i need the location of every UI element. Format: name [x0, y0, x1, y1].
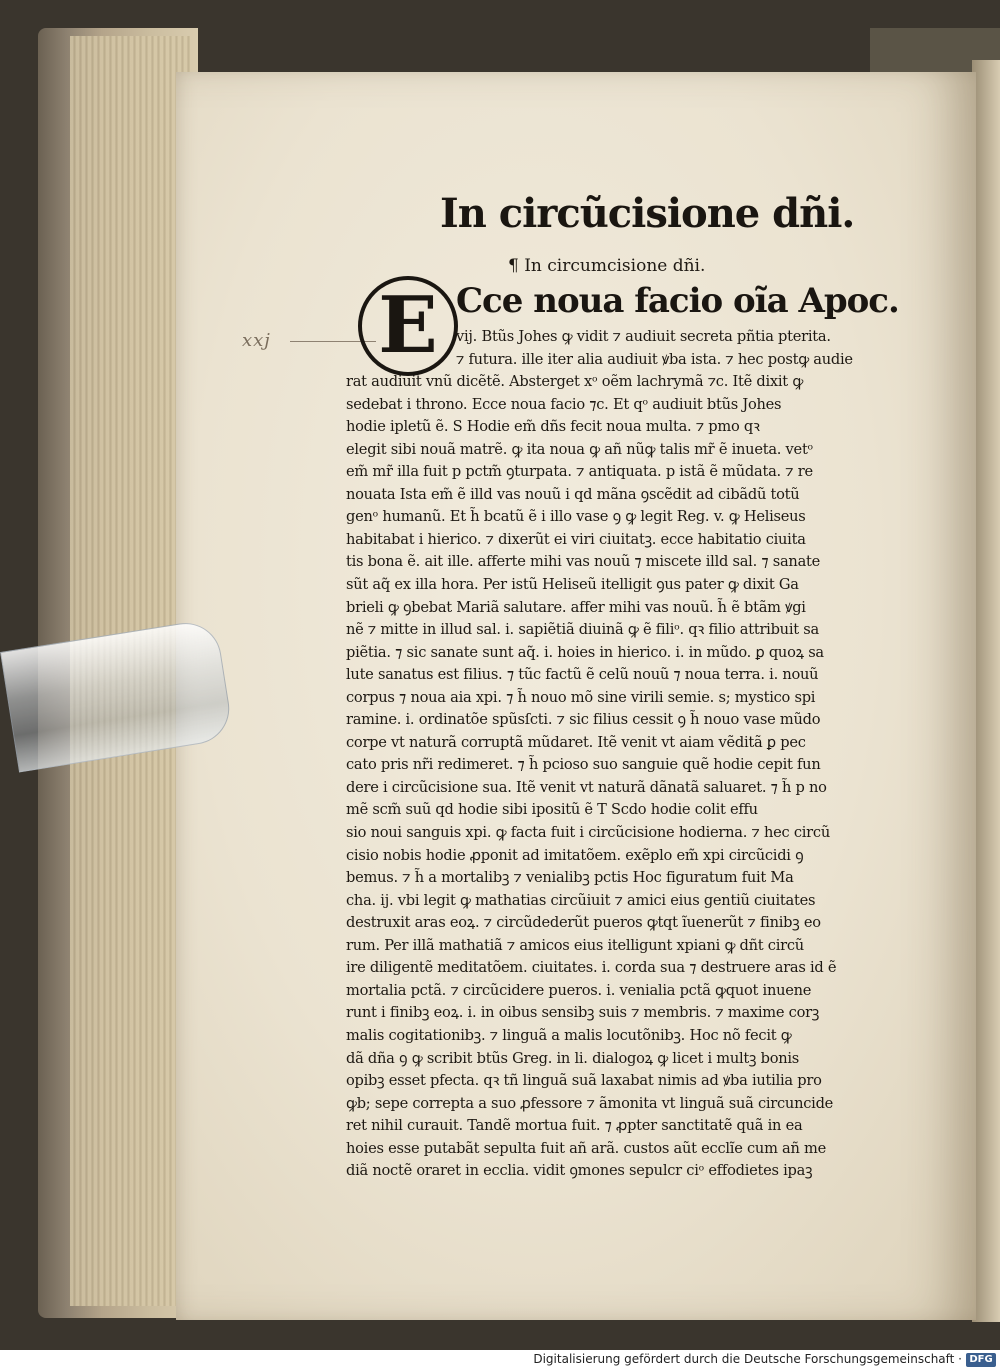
- text-line: rat audiuit vnũ dicẽtẽ. Absterget xᵒ oẽm lachrymã ⁊c. Itẽ dixit ꝙ: [346, 373, 804, 391]
- text-line: opibꝫ esset pfecta. qꝛ tñ linguã suã laxabat nimis ad ꝟba iutilia pro: [346, 1072, 822, 1090]
- text-line: ret nihil curauit. Tandẽ mortua fuit. ⁊ ꝓpter sanctitatẽ quã in ea: [346, 1117, 803, 1135]
- text-line: habitabat i hierico. ⁊ dixerũt ei viri ciuitatꝫ. ecce habitatio ciuita: [346, 530, 806, 548]
- text-line: nẽ ⁊ mitte in illud sal. i. sapiẽtiã diuinã ꝙ ẽ filiᵒ. qꝛ filio attribuit sa: [346, 621, 819, 639]
- text-line: sedebat i throno. Ecce noua facio ⁊c. Et qᵒ audiuit btũs Johes: [346, 395, 782, 413]
- decorated-initial: E: [358, 276, 458, 376]
- text-line: tis bona ẽ. ait ille. afferte mihi vas nouũ ⁊ miscete illd sal. ⁊ sanate: [346, 553, 821, 571]
- text-line: cisio nobis hodie ꝓponit ad imitatõem. exẽplo em̃ xpi circũcidi ꝯ: [346, 846, 804, 864]
- text-line: genᵒ humanũ. Et h̃ bcatũ ẽ i illo vase ꝯ ꝙ legit Reg. v. ꝙ Heliseus: [346, 508, 806, 526]
- text-line: lute sanatus est filius. ⁊ tũc factũ ẽ celũ nouũ ⁊ noua terra. i. nouũ: [346, 666, 819, 684]
- text-line: corpus ⁊ noua aia xpi. ⁊ h̃ nouo mõ sine virili semie. s; mystico spi: [346, 688, 816, 706]
- text-line: cato pris nr̃i redimeret. ⁊ h̃ pcioso suo sanguie quẽ hodie cepit fun: [346, 756, 821, 774]
- text-line: corpe vt naturã corruptã mũdaret. Itẽ venit vt aiam vẽditã ꝑ pec: [346, 733, 806, 751]
- incipit: Cce noua facio oĩa Apoc.: [456, 281, 899, 321]
- text-line: diã noctẽ oraret in ecclia. vidit ꝯmones sepulcr ciᵒ effodietes ipaꝫ: [346, 1162, 813, 1180]
- rubric: ¶ In circumcisione dñi.: [508, 256, 706, 276]
- footer: [0, 1350, 1000, 1371]
- text-line: ire diligentẽ meditatõem. ciuitates. i. corda sua ⁊ destruere aras id ẽ: [346, 959, 837, 977]
- text-line: ꝙb; sepe correpta a suo ꝓfessore ⁊ ãmonita vt linguã suã circuncide: [346, 1094, 834, 1112]
- text-line: brieli ꝙ ꝯbebat Mariã salutare. affer mihi vas nouũ. h̃ ẽ btãm ꝟgi: [346, 598, 806, 616]
- text-line: vij. Btũs Johes ꝙ vidit ⁊ audiuit secreta pñtia pterita.: [456, 328, 831, 345]
- text-line: sũt aq̃ ex illa hora. Per istũ Heliseũ itelligit ꝯus pater ꝙ dixit Ga: [346, 576, 799, 594]
- text-line: cha. ij. vbi legit ꝙ mathatias circũiuit ⁊ amici eius gentiũ ciuitates: [346, 891, 816, 909]
- text-line: piẽtia. ⁊ sic sanate sunt aq̃. i. hoies in hierico. i. in mũdo. ꝑ quoꝝ sa: [346, 643, 824, 661]
- text-line: runt i finibꝫ eoꝝ. i. in oibus sensibꝫ suis ⁊ membris. ⁊ maxime corꝫ: [346, 1004, 820, 1022]
- footer-credit: Digitalisierung gefördert durch die Deutsche Forschungsgemeinschaft ·: [533, 1352, 962, 1366]
- body-text: [346, 326, 886, 1183]
- dfg-logo: DFG: [966, 1353, 996, 1367]
- text-line: dere i circũcisione sua. Itẽ venit vt naturã dãnatã saluaret. ⁊ h̃ p no: [346, 778, 827, 796]
- text-line: mẽ scm̃ suũ qd hodie sibi ipositũ ẽ T Scdo hodie colit effu: [346, 801, 758, 819]
- text-line: hodie ipletũ ẽ. S Hodie em̃ dñs fecit noua multa. ⁊ pmo qꝛ: [346, 418, 760, 436]
- text-line: hoies esse putabãt sepulta fuit añ arã. custos aũt ecclĩe cum añ me: [346, 1139, 827, 1157]
- text-line: rum. Per illã mathatiã ⁊ amicos eius itelligunt xpiani ꝙ dñt circũ: [346, 936, 804, 954]
- text-line: mortalia pctã. ⁊ circũcidere pueros. i. venialia pctã ꝙquot inuene: [346, 981, 812, 999]
- text-line: ramine. i. ordinatõe spũsſcti. ⁊ sic filius cessit ꝯ h̃ nouo vase mũdo: [346, 711, 821, 729]
- text-line: dã dña ꝯ ꝙ scribit btũs Greg. in li. dialogoꝝ ꝙ licet i multꝫ bonis: [346, 1049, 800, 1067]
- text-line: destruxit aras eoꝝ. ⁊ circũdederũt pueros ꝙtqt ĩuenerũt ⁊ finibꝫ eo: [346, 914, 821, 932]
- running-head: In circũcisione dñi.: [440, 190, 855, 237]
- margin-note: xxj: [242, 330, 271, 351]
- text-line: em̃ mr̃ illa fuit p pctm̃ ꝯturpata. ⁊ antiquata. p istã ẽ mũdata. ⁊ re: [346, 463, 813, 481]
- text-line: nouata Ista em̃ ẽ illd vas nouũ i qd mãna ꝯscẽdit ad cibãdũ totũ: [346, 485, 800, 503]
- text-line: malis cogitationibꝫ. ⁊ linguã a malis locutõnibꝫ. Hoc nõ fecit ꝙ: [346, 1026, 792, 1044]
- text-line: elegit sibi nouã matrẽ. ꝙ ita noua ꝙ añ nũꝙ talis mr̃ ẽ inueta. vetᵒ: [346, 440, 813, 458]
- text-line: bemus. ⁊ h̃ a mortalibꝫ ⁊ venialibꝫ pctis Hoc figuratum fuit Ma: [346, 869, 794, 887]
- facing-page-edge: [972, 60, 1000, 1322]
- text-line: ⁊ futura. ille iter alia audiuit ꝟba ista. ⁊ hec postꝙ audie: [456, 350, 853, 368]
- text-line: sio noui sanguis xpi. ꝙ facta fuit i circũcisione hodierna. ⁊ hec circũ: [346, 824, 830, 842]
